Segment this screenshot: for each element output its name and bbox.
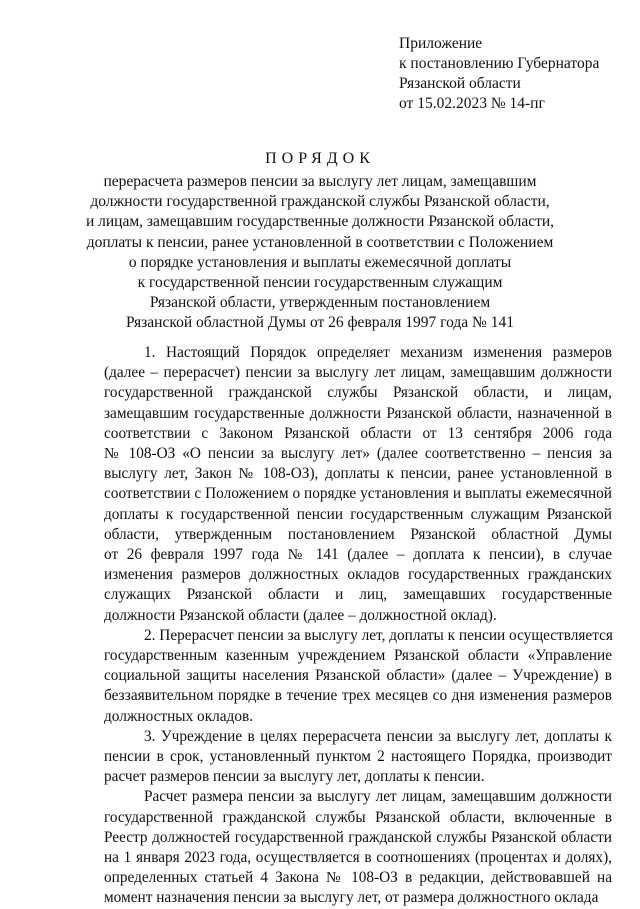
subtitle-line: и лицам, замещавшим государственные должности Рязанской области, [85, 213, 555, 231]
paragraph-line: определенных статьей 4 Закона № 108-ОЗ в редакции, действовавшей на [104, 869, 612, 887]
paragraph-line: должностных окладов. [104, 707, 254, 725]
paragraph-line: государственной гражданской службы Рязанской области, включенные в [104, 808, 612, 826]
paragraph-line: должности Рязанской области (далее – должностной оклад). [104, 606, 497, 624]
paragraph-line: Реестр должностей государственной гражданской службы Рязанской области [104, 828, 612, 846]
paragraph-line: на 1 января 2023 года, осуществляется в соотношениях (процентах и долях), [104, 849, 612, 867]
approval-block [399, 34, 599, 114]
approval-line: от 15.02.2023 № 14-пг [399, 95, 545, 112]
paragraph-line: 2. Перерасчет пенсии за выслугу лет, доплаты к пенсии осуществляется [144, 626, 613, 644]
paragraph-line: государственной гражданской службы Рязанской области, и лицам, [104, 384, 612, 402]
subtitle-line: Рязанской областной Думы от 26 февраля 1997 года № 141 [126, 314, 514, 332]
paragraph-line: от 26 февраля 1997 года № 141 (далее – доплата к пенсии), в случае [104, 546, 612, 564]
paragraph-line: соответствии с Положением о порядке установления и выплаты ежемесячной [104, 485, 612, 503]
paragraph-line: изменения размеров должностных окладов государственных гражданских [104, 566, 612, 584]
subtitle-line: должности государственной гражданской службы Рязанской области, [90, 193, 550, 211]
paragraph-line: доплаты к государственной пенсии государственным служащим Рязанской [104, 505, 612, 523]
paragraph [104, 727, 612, 788]
paragraph [104, 787, 612, 908]
paragraph-line: 1. Настоящий Порядок определяет механизм изменения размеров [144, 344, 612, 361]
approval-line: Рязанской области [399, 75, 521, 92]
subtitle-line: о порядке установления и выплаты ежемесячной доплаты [128, 253, 512, 271]
paragraph-line: государственным казенным учреждением Рязанской области «Управление [104, 647, 612, 665]
paragraph-line: области, утвержденным постановлением Рязанской областной Думы [104, 525, 612, 543]
paragraph-line: социальной защиты населения Рязанской области» (далее – Учреждение) в [104, 667, 612, 685]
paragraph-line: пенсии в срок, установленный пунктом 2 настоящего Порядка, производит [104, 748, 612, 766]
approval-line: Приложение [399, 35, 483, 52]
subtitle-line: к государственной пенсии государственным служащим [137, 274, 503, 292]
subtitle-line: Рязанской области, утвержденным постановлением [149, 294, 491, 312]
paragraph-line: 3. Учреждение в целях перерасчета пенсии за выслугу лет, доплаты к [144, 727, 612, 745]
paragraph [104, 626, 612, 727]
approval-line: к постановлению Губернатора [399, 55, 600, 72]
paragraph-line: Расчет размера пенсии за выслугу лет лицам, замещавшим должности [144, 788, 612, 806]
paragraph-line: беззаявительном порядке в течение трех месяцев со дня изменения размеров [104, 687, 612, 705]
paragraph-line: расчет размеров пенсии за выслугу лет, доплаты к пенсии. [104, 768, 485, 786]
document-title: ПОРЯДОК [265, 150, 375, 167]
subtitle-line: доплаты к пенсии, ранее установленной в соответствии с Положением [86, 233, 554, 251]
paragraph-line: замещавшим государственные должности Рязанской области, назначенной в [104, 404, 612, 422]
paragraph-line: выслугу лет, Закон № 108-ОЗ), доплаты к пенсии, ранее установленной в [104, 465, 612, 483]
paragraph [104, 343, 612, 626]
paragraph-line: № 108-ОЗ «О пенсии за выслугу лет» (далее соответственно – пенсия за [104, 445, 612, 463]
paragraph-line: момент назначения пенсии за выслугу лет, от размера должностного оклада [104, 889, 599, 907]
subtitle-line: перерасчета размеров пенсии за выслугу лет лицам, замещавшим [103, 173, 537, 190]
paragraph-line: служащих Рязанской области и лиц, замещавших государственные [104, 586, 612, 604]
paragraph-line: (далее – перерасчет) пенсии за выслугу лет лицам, замещавшим должности [104, 364, 612, 382]
document-subtitle [0, 172, 640, 334]
paragraph-line: соответствии с Законом Рязанской области от 13 сентября 2006 года [104, 424, 612, 442]
document-body [104, 343, 612, 909]
